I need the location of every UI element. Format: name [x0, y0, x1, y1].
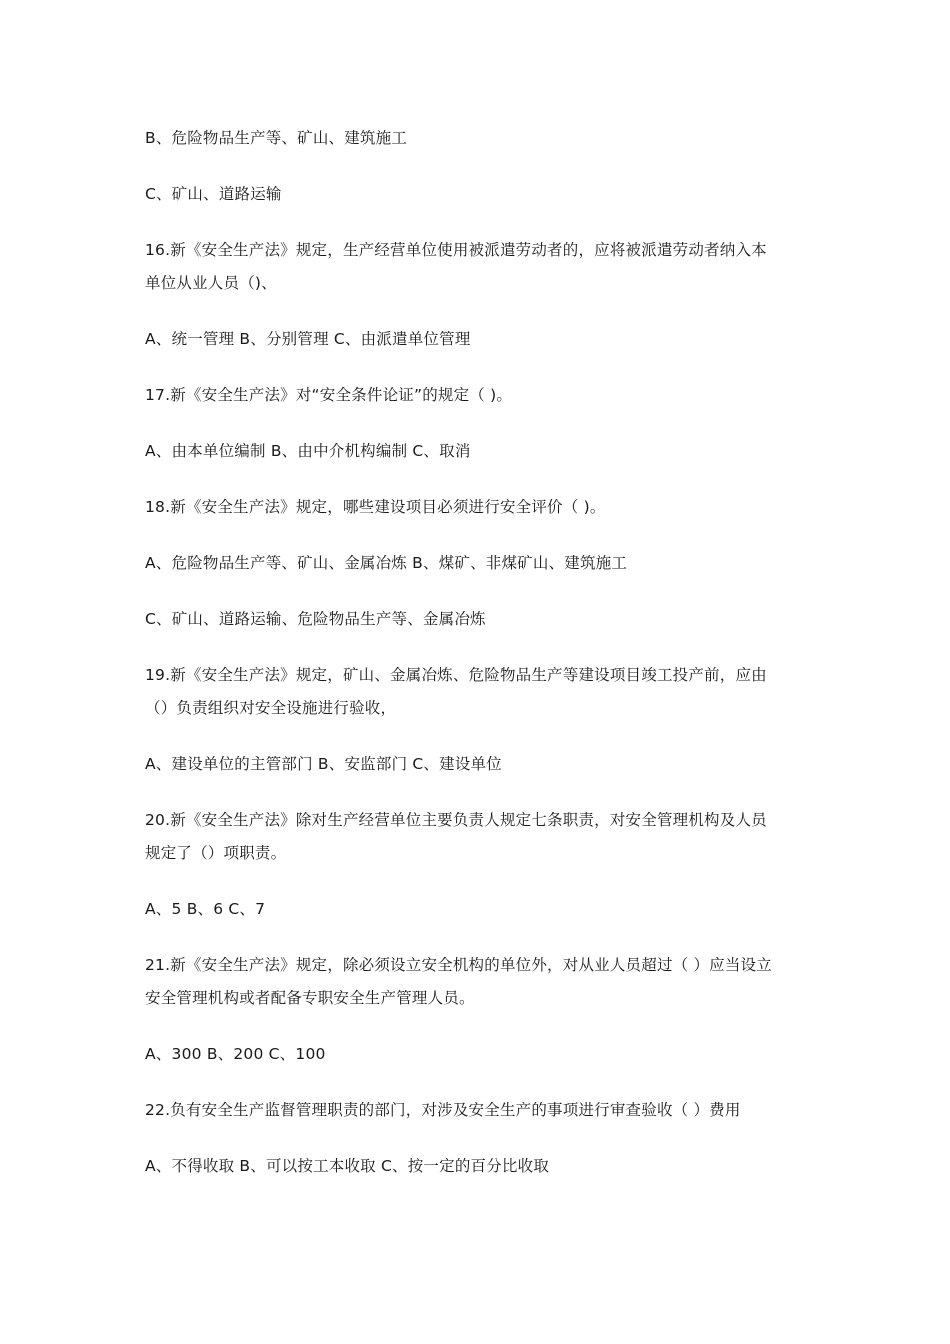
options-21: A、300 B、200 C、100 [145, 1045, 326, 1063]
question-20-line-2: 规定了（）项职责。 [145, 844, 287, 862]
options-17: A、由本单位编制 B、由中介机构编制 C、取消 [145, 442, 471, 460]
question-19-line-2: （）负责组织对安全设施进行验收， [145, 699, 397, 717]
question-20-line-1: 20.新《安全生产法》除对生产经营单位主要负责人规定七条职责，对安全管理机构及人员 [145, 811, 767, 829]
options-22: A、不得收取 B、可以按工本收取 C、按一定的百分比收取 [145, 1157, 550, 1175]
option-line-15-b: B、危险物品生产等、矿山、建筑施工 [145, 129, 408, 147]
question-19-line-1: 19.新《安全生产法》规定，矿山、金属冶炼、危险物品生产等建设项目竣工投产前，应由 [145, 666, 767, 684]
question-16-line-2: 单位从业人员（)、 [145, 274, 277, 292]
options-16: A、统一管理 B、分别管理 C、由派遣单位管理 [145, 330, 471, 348]
options-18-line-2: C、矿山、道路运输、危险物品生产等、金属冶炼 [145, 610, 486, 628]
question-21-line-1: 21.新《安全生产法》规定，除必须设立安全机构的单位外，对从业人员超过（ ）应当设立 [145, 956, 772, 974]
option-line-15-c: C、矿山、道路运输 [145, 185, 282, 203]
question-18: 18.新《安全生产法》规定，哪些建设项目必须进行安全评价（ )。 [145, 498, 606, 516]
question-21-line-2: 安全管理机构或者配备专职安全生产管理人员。 [145, 989, 475, 1007]
question-22: 22.负有安全生产监督管理职责的部门，对涉及安全生产的事项进行审查验收（ ）费用 [145, 1101, 741, 1119]
options-20: A、5 B、6 C、7 [145, 900, 266, 918]
question-17: 17.新《安全生产法》对“安全条件论证”的规定（ )。 [145, 386, 513, 404]
options-19: A、建设单位的主管部门 B、安监部门 C、建设单位 [145, 755, 502, 773]
question-16-line-1: 16.新《安全生产法》规定，生产经营单位使用被派遣劳动者的，应将被派遣劳动者纳入本 [145, 241, 767, 259]
options-18-line-1: A、危险物品生产等、矿山、金属冶炼 B、煤矿、非煤矿山、建筑施工 [145, 554, 628, 572]
